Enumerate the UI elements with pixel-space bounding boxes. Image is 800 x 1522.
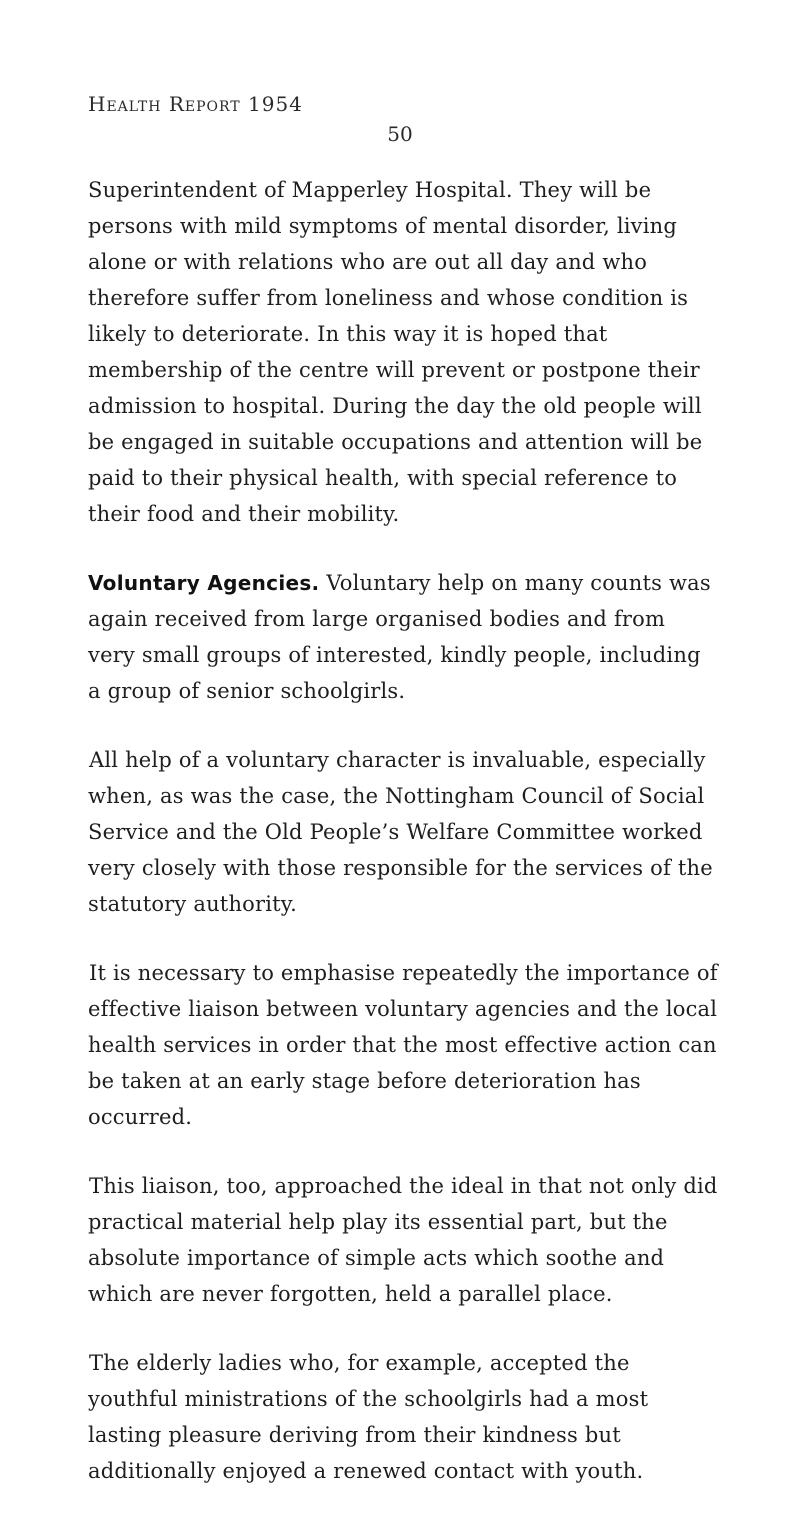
page-number: 50 (387, 122, 413, 146)
paragraph-elderly-ladies: The elderly ladies who, for example, accepted the youthful ministrations of the schoolgirls had a most lasting pleasure deriving from their kindness but additionally enjoyed a renewed contact with youth. (88, 1351, 649, 1483)
paragraph-voluntary-agencies (88, 565, 718, 709)
section-heading-voluntary-agencies: Voluntary Agencies. (88, 571, 320, 595)
paragraph-liaison-ideal: This liaison, too, approached the ideal in that not only did practical material help play its essential part, but the absolute importance of simple acts which soothe and which are never forgotten, held a parallel place. (88, 1174, 718, 1306)
running-head: Health Report 1954 (88, 92, 303, 116)
report-body (88, 172, 718, 1522)
paragraph-superintendent: Superintendent of Mapperley Hospital. They will be persons with mild symptoms of mental disorder, living alone or with relations who are out all day and who therefore suffer from loneliness and whose condition is likely to deteriorate. In this way it is hoped that membership of the centre will prevent or postpone their admission to hospital. During the day the old people will be engaged in suitable occupations and attention will be paid to their physical health, with special reference to their food and their mobility. (88, 178, 703, 526)
paragraph-liaison-importance: It is necessary to emphasise repeatedly the importance of effective liaison between voluntary agencies and the local health services in order that the most effective action can be taken at an early stage before deterioration has occurred. (88, 961, 718, 1129)
paragraph-voluntary-help: All help of a voluntary character is invaluable, especially when, as was the case, the Nottingham Council of Social Service and the Old People’s Welfare Committee worked very closely with those responsible for the services of the statutory authority. (88, 748, 713, 916)
paragraph-voluntary-agencies-text: Voluntary help on many counts was again received from large organised bodies and from very small groups of interested, kindly people, including a group of senior schoolgirls. (88, 571, 711, 703)
